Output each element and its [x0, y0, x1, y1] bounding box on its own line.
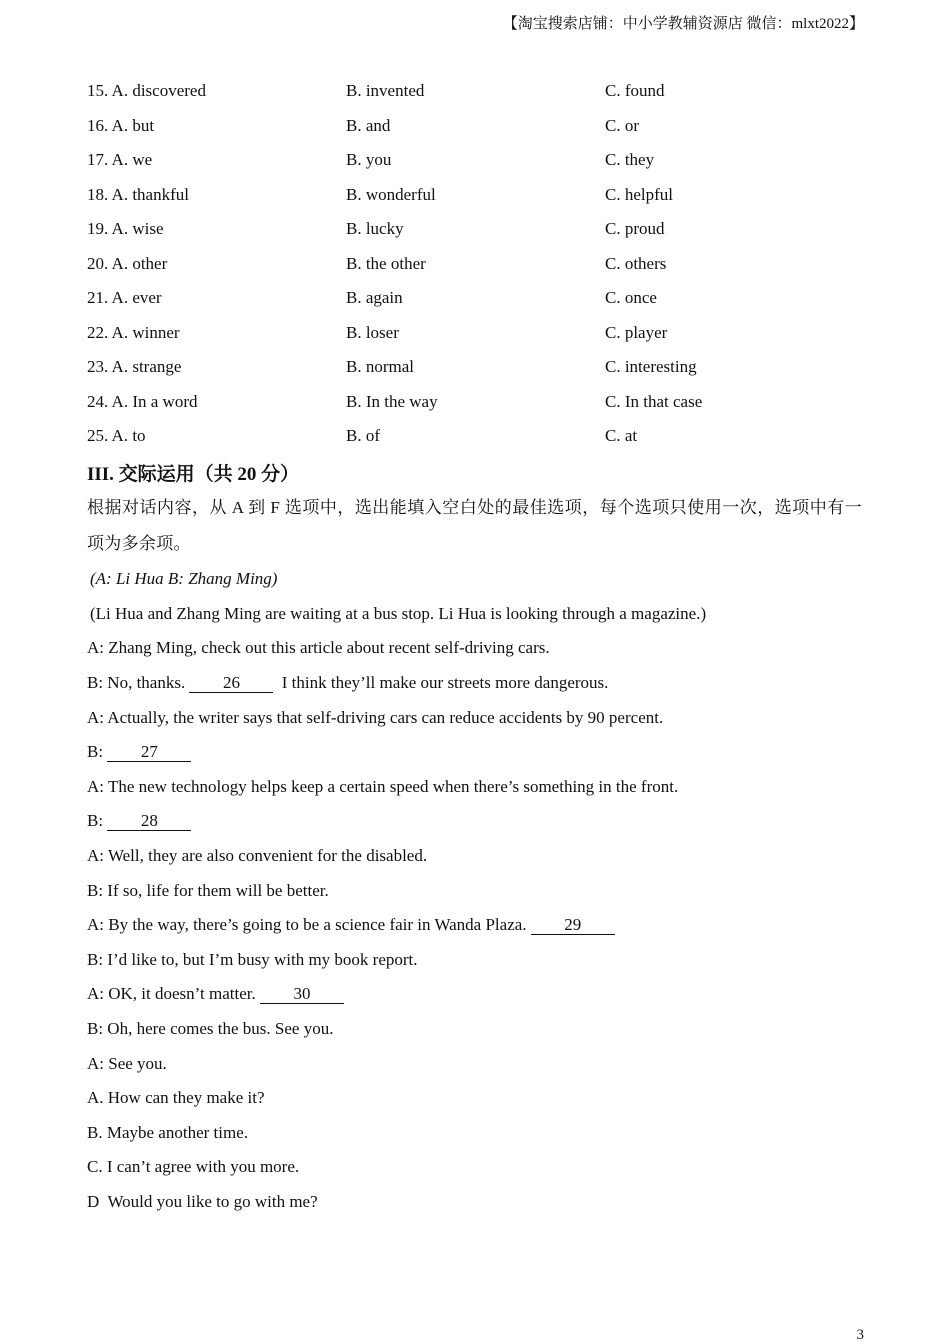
option-a: 20. A. other: [87, 253, 168, 273]
dialogue-line: A: Zhang Ming, check out this article about recent self-driving cars.: [87, 638, 550, 658]
option-row: [87, 350, 867, 385]
option-a: 23. A. strange: [87, 357, 182, 377]
option-a: 22. A. winner: [87, 322, 180, 342]
option-row: [87, 419, 867, 454]
option-c: C. or: [605, 115, 639, 135]
dialogue-text: B: No, thanks.: [87, 673, 190, 693]
option-row: [87, 109, 867, 144]
answer-option-a: A. How can they make it?: [87, 1088, 265, 1108]
option-b: B. the other: [346, 253, 426, 273]
dialogue-line: [87, 804, 867, 839]
dialogue-line: [87, 666, 867, 701]
option-b: B. invented: [346, 81, 425, 101]
option-b: B. and: [346, 115, 391, 135]
option-a: 24. A. In a word: [87, 391, 198, 411]
option-b: B. In the way: [346, 391, 438, 411]
option-row: [87, 212, 867, 247]
page-number: 3: [856, 1327, 864, 1343]
answer-option-b: B. Maybe another time.: [87, 1122, 248, 1142]
dialogue-line: A: The new technology helps keep a certain speed when there’s something in the front.: [87, 776, 679, 796]
option-row: [87, 281, 867, 316]
dialogue-scene: (Li Hua and Zhang Ming are waiting at a bus stop. Li Hua is looking through a magazine.): [90, 603, 707, 623]
answer-option-d: D Would you like to go with me?: [87, 1191, 318, 1211]
blank-27: 27: [107, 743, 191, 762]
cloze-options-list: [87, 74, 867, 454]
dialogue-line: [87, 908, 867, 943]
option-c: C. In that case: [605, 391, 703, 411]
page-header: 【淘宝搜索店铺：中小学教辅资源店 微信：mlxt2022】: [502, 16, 864, 32]
option-c: C. player: [605, 322, 668, 342]
dialogue-line: B: I’d like to, but I’m busy with my book report.: [87, 949, 418, 969]
option-a: 19. A. wise: [87, 219, 164, 239]
dialogue-text: B:: [87, 742, 108, 762]
dialogue-text: B:: [87, 811, 108, 831]
option-a: 15. A. discovered: [87, 81, 206, 101]
option-c: C. at: [605, 426, 638, 446]
option-row: [87, 385, 867, 420]
option-c: C. others: [605, 253, 667, 273]
option-b: B. loser: [346, 322, 399, 342]
dialogue-text: A: OK, it doesn’t matter.: [87, 984, 260, 1004]
option-row: [87, 316, 867, 351]
dialogue-line: A: Well, they are also convenient for the disabled.: [87, 846, 428, 866]
blank-30: 30: [260, 985, 344, 1004]
option-a: 16. A. but: [87, 115, 155, 135]
option-c: C. found: [605, 81, 665, 101]
option-a: 21. A. ever: [87, 288, 162, 308]
dialogue: [87, 562, 867, 1219]
option-a: 18. A. thankful: [87, 184, 189, 204]
option-b: B. of: [346, 426, 380, 446]
blank-29: 29: [531, 916, 615, 935]
option-c: C. proud: [605, 219, 665, 239]
option-row: [87, 178, 867, 213]
option-row: [87, 247, 867, 282]
section-instructions: 根据对话内容，从 A 到 F 选项中，选出能填入空白处的最佳选项，每个选项只使用一次，选项中有一项为多余项。: [87, 498, 862, 553]
blank-28: 28: [107, 812, 191, 831]
dialogue-line: B: Oh, here comes the bus. See you.: [87, 1019, 334, 1039]
dialogue-line: [87, 735, 867, 770]
dialogue-line: A: Actually, the writer says that self-driving cars can reduce accidents by 90 percent.: [87, 707, 664, 727]
dialogue-roles: (A: Li Hua B: Zhang Ming): [90, 569, 278, 589]
dialogue-text: I think they’ll make our streets more dangerous.: [277, 673, 609, 693]
option-c: C. once: [605, 288, 657, 308]
section-title: III. 交际运用（共 20 分）: [87, 464, 300, 485]
dialogue-line: [87, 977, 867, 1012]
option-b: B. lucky: [346, 219, 404, 239]
option-b: B. wonderful: [346, 184, 436, 204]
blank-26: 26: [189, 674, 273, 693]
option-b: B. you: [346, 150, 392, 170]
answer-option-c: C. I can’t agree with you more.: [87, 1157, 300, 1177]
option-c: C. interesting: [605, 357, 697, 377]
option-b: B. normal: [346, 357, 414, 377]
option-c: C. they: [605, 150, 655, 170]
option-row: [87, 143, 867, 178]
dialogue-line: A: See you.: [87, 1053, 167, 1073]
dialogue-line: B: If so, life for them will be better.: [87, 880, 329, 900]
option-b: B. again: [346, 288, 403, 308]
option-a: 17. A. we: [87, 150, 153, 170]
dialogue-text: A: By the way, there’s going to be a science fair in Wanda Plaza.: [87, 915, 531, 935]
option-row: [87, 74, 867, 109]
option-a: 25. A. to: [87, 426, 146, 446]
option-c: C. helpful: [605, 184, 673, 204]
